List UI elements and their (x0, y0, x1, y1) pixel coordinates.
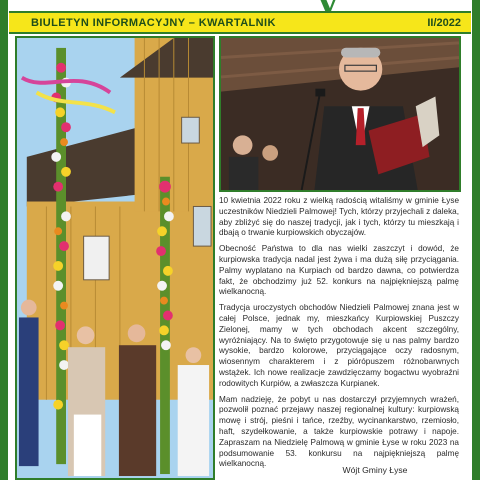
article-paragraph: Tradycja uroczystych obchodów Niedzieli Palmowej znana jest w całej Polsce, jednak my, mieszkańcy Kurpiowskiej Puszczy Zielonej, mamy w tych obchodach akcent szczególny, wyróżniający. Na to święto przygotowuje się u nas palmy bardzo wysokie, bardzo kolorowe, przyciągające oczy radosnym, wiosennym charakterem i z piórópuszem różnobarwnych wstążek. Ich nowe realizacje zawdzięczamy bogactwu wyobraźni rodowitych Kurpiów, a zwłaszcza Kurpianek. (219, 303, 459, 388)
palm-procession-illustration (17, 38, 213, 478)
article-body (219, 196, 459, 475)
bulletin-title: BIULETYN INFORMACYJNY – KWARTALNIK (31, 16, 276, 29)
signature: Wójt Gminy Łyse (342, 465, 408, 475)
speaker-illustration (221, 38, 459, 190)
article-paragraph: 10 kwietnia 2022 roku z wielką radością witaliśmy w gminie Łyse uczestników Niedzieli Palmowej! Tych, którzy przyjechali z daleka, aby zbliżyć się do naszej tradycji, jak i tych, którzy tu mieszkają i dbają o trwanie kurpiowskich obyczajów. (219, 196, 459, 238)
masthead-strip (8, 0, 472, 10)
issue-number: II/2022 (427, 16, 461, 29)
palm-procession-photo (15, 36, 215, 480)
header-bar (9, 11, 471, 34)
speaker-photo (219, 36, 461, 192)
article-paragraph: Mam nadzieję, że pobyt u nas dostarczył przyjemnych wrażeń, pozwolił poznać przejawy naszej regionalnej kultury: kurpiowską mowę i strój, pieśni i tańce, rzeźby, wycinankarstwo, rzemiosło, haft, szydełkowanie, a także kurpiowskie potrawy i napoje. Zapraszam na Niedzielę Palmową w gminie Łyse w roku 2023 na podsumowanie 53. konkursu na najpiękniejszą palmę wielkanocną. (219, 394, 459, 469)
article-paragraph: Obecność Państwa to dla nas wielki zaszczyt i dowód, że kurpiowska tradycja nadal jest żywa i ma dużą siłę przyciągania. Palmy wyplatano na Kurpiach od bardzo dawna, co potwierdza fakt, że obchodzimy już 52. konkurs na najpiękniejszą palmę wielkanocną. (219, 244, 459, 297)
